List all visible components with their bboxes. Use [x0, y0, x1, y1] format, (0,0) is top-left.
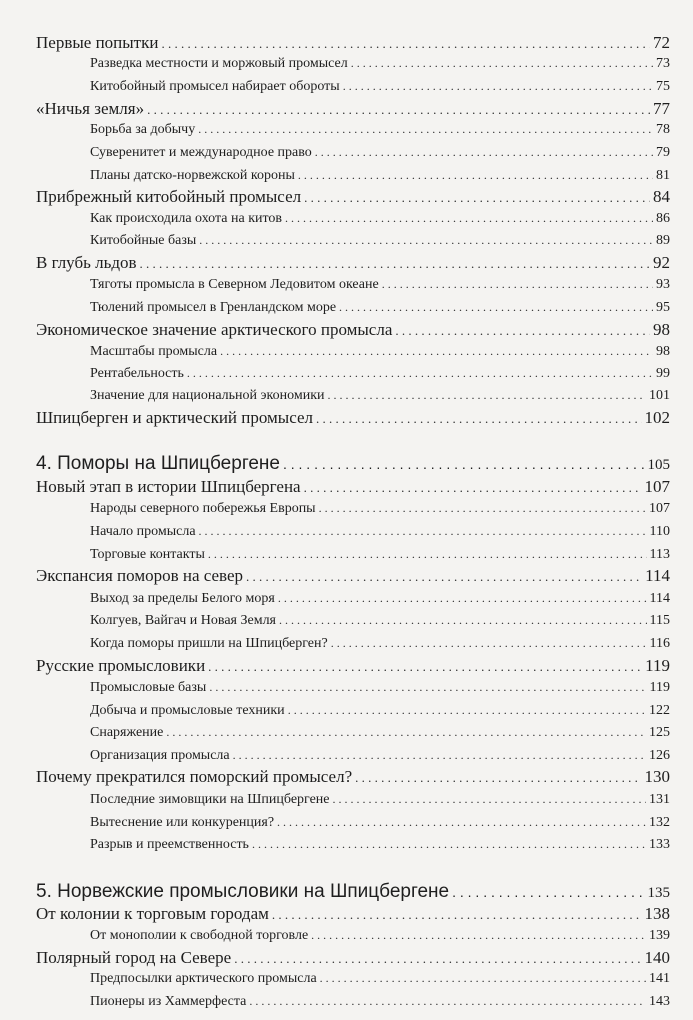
toc-entry[interactable] — [0, 928, 670, 944]
entry-title: Рентабельность — [90, 366, 184, 381]
dot-leader — [320, 971, 646, 986]
entry-title: Экономическое значение арктического промысла — [36, 320, 393, 339]
page-number: 101 — [649, 388, 670, 403]
dot-leader — [208, 547, 647, 562]
page-number: 131 — [649, 792, 670, 807]
page-number: 141 — [649, 971, 670, 986]
toc-entry[interactable] — [0, 501, 670, 517]
page-number: 89 — [656, 233, 670, 248]
entry-title: Торговые контакты — [90, 547, 205, 562]
toc-entry[interactable] — [0, 253, 670, 273]
page-number: 98 — [656, 344, 670, 359]
page-number: 125 — [649, 725, 670, 740]
toc-entry[interactable] — [0, 122, 670, 138]
dot-leader — [279, 613, 647, 628]
dot-leader — [249, 994, 646, 1009]
entry-title: Борьба за добычу — [90, 122, 196, 137]
entry-title: Добыча и промысловые техники — [90, 703, 285, 718]
dot-leader — [452, 884, 644, 900]
dot-leader — [328, 388, 646, 403]
entry-title: Китобойный промысел набирает обороты — [90, 79, 340, 94]
dot-leader — [234, 951, 641, 967]
entry-title: Разрыв и преемственность — [90, 837, 249, 852]
toc-entry[interactable] — [0, 591, 670, 607]
page-number: 84 — [653, 187, 670, 206]
page-number: 130 — [644, 767, 670, 786]
dot-leader — [311, 928, 646, 943]
toc-entry[interactable] — [0, 792, 670, 808]
dot-leader — [220, 344, 653, 359]
dot-leader — [246, 569, 642, 585]
toc-entry[interactable] — [0, 656, 670, 676]
dot-leader — [198, 122, 653, 137]
dot-leader — [315, 145, 653, 160]
page-number: 105 — [647, 457, 670, 473]
entry-title: Как происходила охота на китов — [90, 211, 283, 226]
entry-title: От монополии к свободной торговле — [90, 928, 309, 943]
toc-entry[interactable] — [0, 99, 670, 119]
toc-entry[interactable] — [0, 233, 670, 249]
toc-entry[interactable] — [0, 344, 670, 360]
page-number: 119 — [649, 680, 670, 695]
page-number: 86 — [656, 211, 670, 226]
page-number: 72 — [653, 33, 670, 52]
dot-leader — [339, 300, 653, 315]
dot-leader — [288, 703, 646, 718]
dot-leader — [316, 411, 641, 427]
entry-title: Снаряжение — [90, 725, 164, 740]
entry-title: Шпицберген и арктический промысел — [36, 408, 314, 427]
page-number: 119 — [645, 656, 670, 675]
toc-entry[interactable] — [0, 613, 670, 629]
page-number: 110 — [649, 524, 670, 539]
chapter-heading[interactable] — [0, 453, 670, 475]
page-number: 107 — [644, 477, 670, 496]
entry-title: Тюлений промысел в Гренландском море — [90, 300, 337, 315]
dot-leader — [298, 168, 653, 183]
dot-leader — [147, 102, 650, 118]
page-number: 139 — [649, 928, 670, 943]
entry-title: Промысловые базы — [90, 680, 207, 695]
page-number: 99 — [656, 366, 670, 381]
toc-entry[interactable] — [0, 277, 670, 293]
page-number: 126 — [649, 748, 670, 763]
page-number: 122 — [649, 703, 670, 718]
page-number: 116 — [649, 636, 670, 651]
dot-leader — [343, 79, 653, 94]
dot-leader — [199, 233, 653, 248]
toc-entry[interactable] — [0, 636, 670, 652]
toc-entry[interactable] — [0, 366, 670, 382]
toc-entry[interactable] — [0, 211, 670, 227]
dot-leader — [382, 277, 653, 292]
dot-leader — [304, 480, 642, 496]
entry-title: Прибрежный китобойный промысел — [36, 187, 302, 206]
page-number: 79 — [656, 145, 670, 160]
toc-entry[interactable] — [0, 408, 670, 428]
toc-entry[interactable] — [0, 547, 670, 563]
entry-title: Разведка местности и моржовый промысел — [90, 56, 348, 71]
page-number: 75 — [656, 79, 670, 94]
entry-title: Начало промысла — [90, 524, 196, 539]
entry-title: Новый этап в истории Шпицбергена — [36, 477, 301, 496]
page-number: 143 — [649, 994, 670, 1009]
entry-title: В глубь льдов — [36, 253, 137, 272]
dot-leader — [187, 366, 653, 381]
toc-entry[interactable] — [0, 524, 670, 540]
entry-title: Народы северного побережья Европы — [90, 501, 316, 516]
toc-entry[interactable] — [0, 187, 670, 207]
toc-entry[interactable] — [0, 680, 670, 696]
entry-title: Вытеснение или конкуренция? — [90, 815, 275, 830]
page-number: 132 — [649, 815, 670, 830]
dot-leader — [252, 837, 646, 852]
chapter-title: 4. Поморы на Шпицбергене — [36, 453, 280, 474]
toc-entry[interactable] — [0, 300, 670, 316]
page-number: 77 — [653, 99, 670, 118]
dot-leader — [331, 636, 647, 651]
toc-entry[interactable] — [0, 994, 670, 1010]
entry-title: Китобойные базы — [90, 233, 197, 248]
page-number: 113 — [649, 547, 670, 562]
page-number: 78 — [656, 122, 670, 137]
toc-entry[interactable] — [0, 477, 670, 497]
toc-entry[interactable] — [0, 388, 670, 404]
dot-leader — [333, 792, 646, 807]
chapter-title: 5. Норвежские промысловики на Шпицбергене — [36, 881, 450, 902]
toc-entry[interactable] — [0, 56, 670, 72]
page-number: 92 — [653, 253, 670, 272]
dot-leader — [278, 591, 647, 606]
toc-entry[interactable] — [0, 948, 670, 968]
entry-title: От колонии к торговым городам — [36, 904, 269, 923]
toc-entry[interactable] — [0, 815, 670, 831]
dot-leader — [209, 680, 646, 695]
entry-title: Первые попытки — [36, 33, 159, 52]
entry-title: Последние зимовщики на Шпицбергене — [90, 792, 330, 807]
page-number: 135 — [647, 885, 670, 901]
dot-leader — [140, 256, 650, 272]
entry-title: Когда поморы пришли на Шпицберген? — [90, 636, 328, 651]
page-number: 138 — [644, 904, 670, 923]
page-number: 102 — [644, 408, 670, 427]
toc-entry[interactable] — [0, 904, 670, 924]
entry-title: Выход за пределы Белого моря — [90, 591, 275, 606]
entry-title: Предпосылки арктического промысла — [90, 971, 317, 986]
page-number: 114 — [645, 566, 670, 585]
dot-leader — [395, 323, 650, 339]
toc-entry[interactable] — [0, 725, 670, 741]
toc-entry[interactable] — [0, 320, 670, 340]
toc-entry[interactable] — [0, 767, 670, 787]
dot-leader — [208, 659, 642, 675]
entry-title: Экспансия поморов на север — [36, 566, 244, 585]
entry-title: Масштабы промысла — [90, 344, 218, 359]
toc-entry[interactable] — [0, 971, 670, 987]
page-number: 81 — [656, 168, 670, 183]
dot-leader — [277, 815, 646, 830]
entry-title: Тяготы промысла в Северном Ледовитом океане — [90, 277, 379, 292]
dot-leader — [199, 524, 647, 539]
dot-leader — [272, 907, 642, 923]
dot-leader — [161, 36, 650, 52]
toc-entry[interactable] — [0, 79, 670, 95]
page-number: 107 — [649, 501, 670, 516]
toc-entry[interactable] — [0, 33, 670, 53]
entry-title: Русские промысловики — [36, 656, 206, 675]
entry-title: «Ничья земля» — [36, 99, 145, 118]
dot-leader — [319, 501, 646, 516]
dot-leader — [166, 725, 646, 740]
entry-title: Значение для национальной экономики — [90, 388, 325, 403]
page-number: 73 — [656, 56, 670, 71]
toc-entry[interactable] — [0, 145, 670, 161]
toc-entry[interactable] — [0, 703, 670, 719]
dot-leader — [355, 770, 641, 786]
dot-leader — [233, 748, 646, 763]
page-number: 133 — [649, 837, 670, 852]
dot-leader — [285, 211, 653, 226]
toc-entry[interactable] — [0, 566, 670, 586]
toc-entry[interactable] — [0, 168, 670, 184]
dot-leader — [304, 190, 650, 206]
entry-title: Суверенитет и международное право — [90, 145, 312, 160]
page-number: 140 — [644, 948, 670, 967]
dot-leader — [283, 456, 645, 472]
page-number: 114 — [649, 591, 670, 606]
entry-title: Колгуев, Вайгач и Новая Земля — [90, 613, 276, 628]
entry-title: Планы датско-норвежской короны — [90, 168, 295, 183]
entry-title: Организация промысла — [90, 748, 230, 763]
page-number: 115 — [649, 613, 670, 628]
page-number: 93 — [656, 277, 670, 292]
entry-title: Пионеры из Хаммерфеста — [90, 994, 247, 1009]
page-number: 98 — [653, 320, 670, 339]
toc-entry[interactable] — [0, 748, 670, 764]
entry-title: Полярный город на Севере — [36, 948, 232, 967]
toc-entry[interactable] — [0, 837, 670, 853]
chapter-heading[interactable] — [0, 881, 670, 903]
dot-leader — [351, 56, 653, 71]
page-number: 95 — [656, 300, 670, 315]
entry-title: Почему прекратился поморский промысел? — [36, 767, 353, 786]
